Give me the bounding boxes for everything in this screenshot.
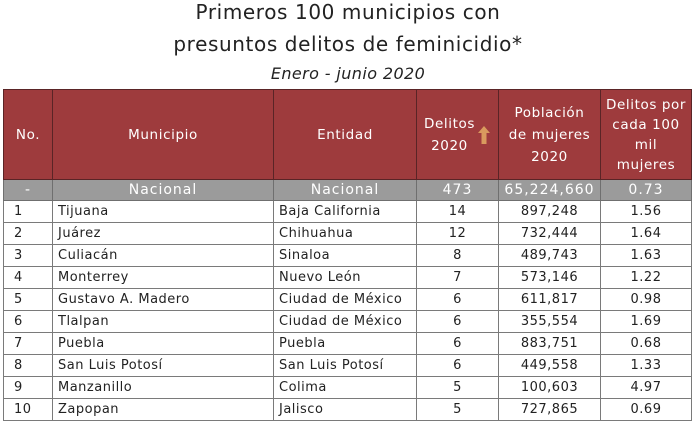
cell-poblacion: 727,865 (499, 399, 601, 421)
cell-tasa: 1.22 (601, 267, 692, 289)
cell-tasa: 1.64 (601, 223, 692, 245)
header-poblacion-line-2: de mujeres (508, 126, 591, 143)
cell-no: 4 (4, 267, 53, 289)
table-row (4, 399, 692, 421)
table-row (4, 333, 692, 355)
table-row (4, 245, 692, 267)
header-tasa[interactable] (601, 90, 692, 180)
cell-delitos: 6 (417, 333, 499, 355)
cell-no: 9 (4, 377, 53, 399)
cell-delitos: 473 (417, 180, 499, 201)
cell-poblacion: 100,603 (499, 377, 601, 399)
cell-poblacion: 732,444 (499, 223, 601, 245)
cell-tasa: 1.69 (601, 311, 692, 333)
header-delitos-line-2: 2020 (431, 137, 468, 154)
cell-poblacion: 489,743 (499, 245, 601, 267)
cell-delitos: 5 (417, 399, 499, 421)
cell-tasa: 0.69 (601, 399, 692, 421)
cell-tasa: 1.33 (601, 355, 692, 377)
cell-delitos: 5 (417, 377, 499, 399)
header-tasa-line-1: Delitos por (605, 96, 687, 113)
header-municipio[interactable]: Municipio (53, 90, 274, 180)
cell-delitos: 14 (417, 201, 499, 223)
cell-entidad: Puebla (274, 333, 417, 355)
arrow-up-icon[interactable] (477, 125, 491, 145)
table-row (4, 355, 692, 377)
cell-no: 7 (4, 333, 53, 355)
cell-municipio: Nacional (53, 180, 274, 201)
cell-poblacion: 611,817 (499, 289, 601, 311)
header-entidad[interactable]: Entidad (274, 90, 417, 180)
header-tasa-line-4: mujeres (616, 156, 676, 173)
cell-entidad: Baja California (274, 201, 417, 223)
cell-entidad: Colima (274, 377, 417, 399)
cell-no: 10 (4, 399, 53, 421)
cell-delitos: 8 (417, 245, 499, 267)
cell-poblacion: 449,558 (499, 355, 601, 377)
cell-municipio: Monterrey (53, 267, 274, 289)
cell-municipio: Zapopan (53, 399, 274, 421)
cell-tasa: 0.68 (601, 333, 692, 355)
cell-municipio: Culiacán (53, 245, 274, 267)
municipios-table (3, 89, 692, 421)
table-row (4, 267, 692, 289)
cell-delitos: 12 (417, 223, 499, 245)
header-tasa-line-2: cada 100 (612, 116, 680, 133)
table-row (4, 289, 692, 311)
page-title-line-1: Primeros 100 municipios con (195, 0, 501, 24)
cell-entidad: Nacional (274, 180, 417, 201)
page-subtitle: Enero - junio 2020 (270, 64, 426, 83)
table-row (4, 377, 692, 399)
header-delitos[interactable] (417, 90, 499, 180)
cell-entidad: Sinaloa (274, 245, 417, 267)
cell-no: 2 (4, 223, 53, 245)
cell-poblacion: 883,751 (499, 333, 601, 355)
page-title-line-2: presuntos delitos de feminicidio* (173, 32, 523, 56)
cell-entidad: Jalisco (274, 399, 417, 421)
cell-municipio: Gustavo A. Madero (53, 289, 274, 311)
cell-municipio: San Luis Potosí (53, 355, 274, 377)
cell-municipio: Manzanillo (53, 377, 274, 399)
cell-poblacion: 897,248 (499, 201, 601, 223)
cell-poblacion: 355,554 (499, 311, 601, 333)
cell-municipio: Tlalpan (53, 311, 274, 333)
cell-delitos: 6 (417, 289, 499, 311)
cell-delitos: 7 (417, 267, 499, 289)
cell-municipio: Juárez (53, 223, 274, 245)
header-row (4, 90, 692, 180)
cell-tasa: 1.56 (601, 201, 692, 223)
cell-entidad: Nuevo León (274, 267, 417, 289)
header-no[interactable]: No. (4, 90, 53, 180)
table-row (4, 223, 692, 245)
cell-entidad: San Luis Potosí (274, 355, 417, 377)
cell-delitos: 6 (417, 355, 499, 377)
cell-entidad: Ciudad de México (274, 311, 417, 333)
nacional-row (4, 180, 692, 201)
cell-tasa: 0.73 (601, 180, 692, 201)
cell-no: - (4, 180, 53, 201)
cell-tasa: 4.97 (601, 377, 692, 399)
header-poblacion-line-1: Población (514, 104, 585, 121)
cell-no: 5 (4, 289, 53, 311)
cell-tasa: 1.63 (601, 245, 692, 267)
cell-delitos: 6 (417, 311, 499, 333)
header-poblacion[interactable] (499, 90, 601, 180)
header-tasa-line-3: mil (634, 136, 658, 153)
cell-no: 8 (4, 355, 53, 377)
cell-municipio: Puebla (53, 333, 274, 355)
cell-municipio: Tijuana (53, 201, 274, 223)
cell-no: 3 (4, 245, 53, 267)
cell-poblacion: 573,146 (499, 267, 601, 289)
cell-no: 6 (4, 311, 53, 333)
table-row (4, 201, 692, 223)
cell-entidad: Ciudad de México (274, 289, 417, 311)
table-row (4, 311, 692, 333)
cell-no: 1 (4, 201, 53, 223)
cell-tasa: 0.98 (601, 289, 692, 311)
header-delitos-line-1: Delitos (424, 115, 475, 132)
cell-poblacion: 65,224,660 (499, 180, 601, 201)
header-poblacion-line-3: 2020 (531, 148, 568, 165)
cell-entidad: Chihuahua (274, 223, 417, 245)
